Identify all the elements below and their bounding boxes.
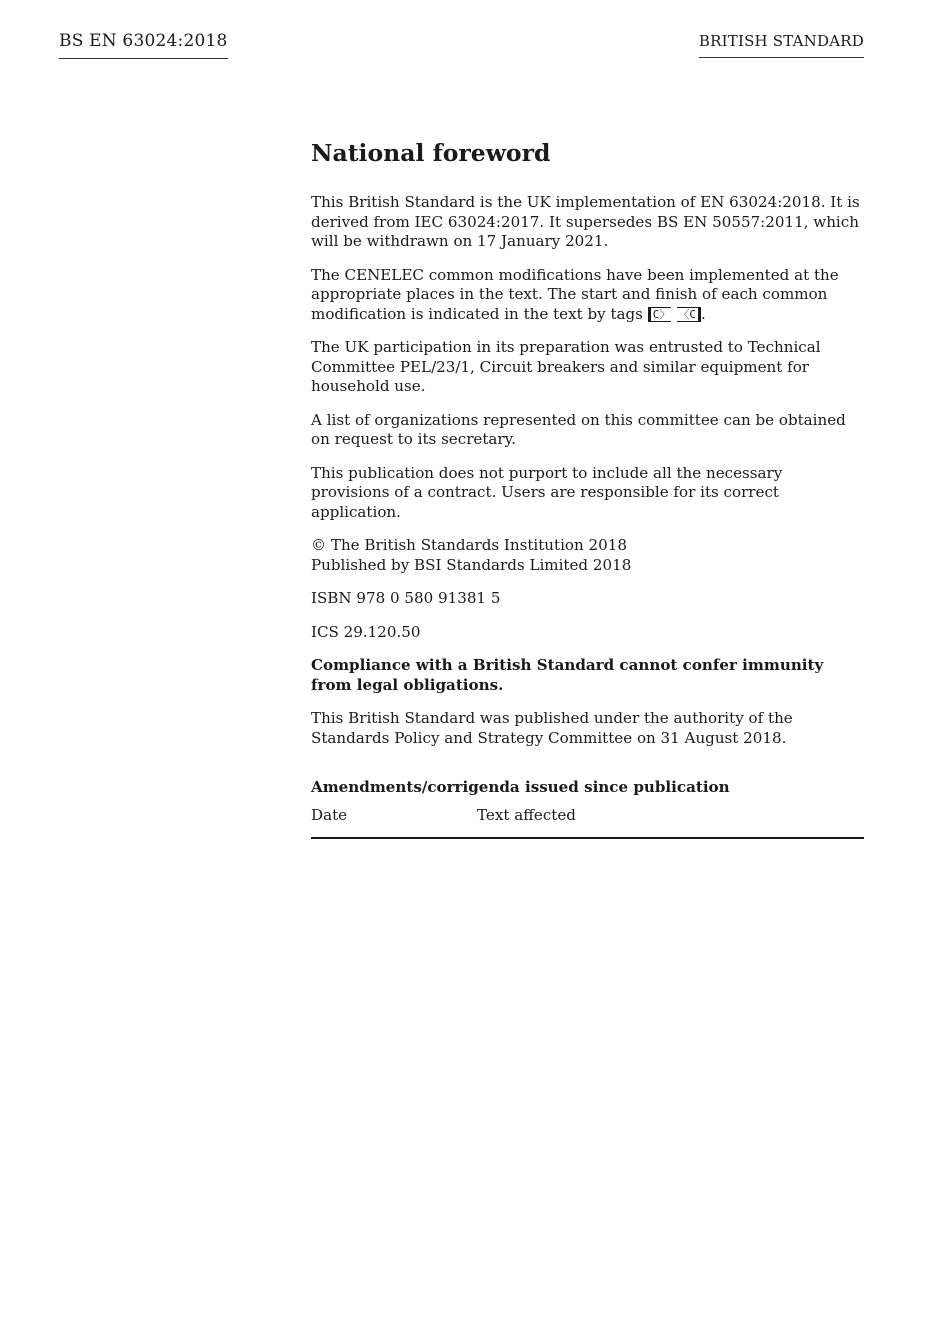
standard-label: BRITISH STANDARD	[699, 31, 864, 58]
ics-code: ICS 29.120.50	[311, 622, 421, 641]
organizations-paragraph: A list of organizations represented on this committee can be obtained on request to its secretary.	[311, 410, 846, 448]
isbn: ISBN 978 0 580 91381 5	[311, 589, 501, 607]
end-tag-icon: 〈C	[677, 307, 701, 322]
foreword-section	[311, 138, 864, 839]
text-affected-column-header: Text affected	[477, 806, 576, 824]
modifications-end: .	[701, 304, 706, 323]
modifications-paragraph	[311, 266, 864, 325]
page-title: National foreword	[311, 139, 551, 167]
provisions-paragraph: This publication does not purport to include all the necessary provisions of a contract. Users are responsible for its correct application.	[311, 463, 783, 521]
copyright-block	[311, 536, 864, 575]
authority-paragraph: This British Standard was published under the authority of the Standards Policy and Strategy Committee on 31 August 2018.	[311, 709, 793, 747]
implementation-paragraph: This British Standard is the UK implementation of EN 63024:2018. It is derived from IEC 63024:2017. It supersedes BS EN 50557:2011, which will be withdrawn on 17 January 2021.	[311, 193, 860, 250]
end-tag-letter: C	[689, 307, 696, 321]
start-tag-letter: C	[652, 307, 660, 321]
date-column-header: Date	[311, 806, 348, 824]
document-number: BS EN 63024:2018	[59, 30, 228, 59]
copyright-line: © The British Standards Institution 2018	[311, 536, 627, 554]
amendments-heading: Amendments/corrigenda issued since publication	[311, 778, 730, 796]
compliance-statement: Compliance with a British Standard cannot confer immunity from legal obligations.	[311, 656, 824, 694]
start-tag-icon: C〉	[648, 307, 672, 322]
committee-paragraph: The UK participation in its preparation was entrusted to Technical Committee PEL/23/1, Circuit breakers and similar equipment for household use.	[311, 338, 821, 395]
publisher-line: Published by BSI Standards Limited 2018	[311, 555, 632, 574]
modifications-text: The CENELEC common modifications have been implemented at the appropriate places in the text. The start and finish of each common modification is indicated in the text by tags	[311, 265, 839, 323]
amendments-table	[311, 806, 864, 839]
